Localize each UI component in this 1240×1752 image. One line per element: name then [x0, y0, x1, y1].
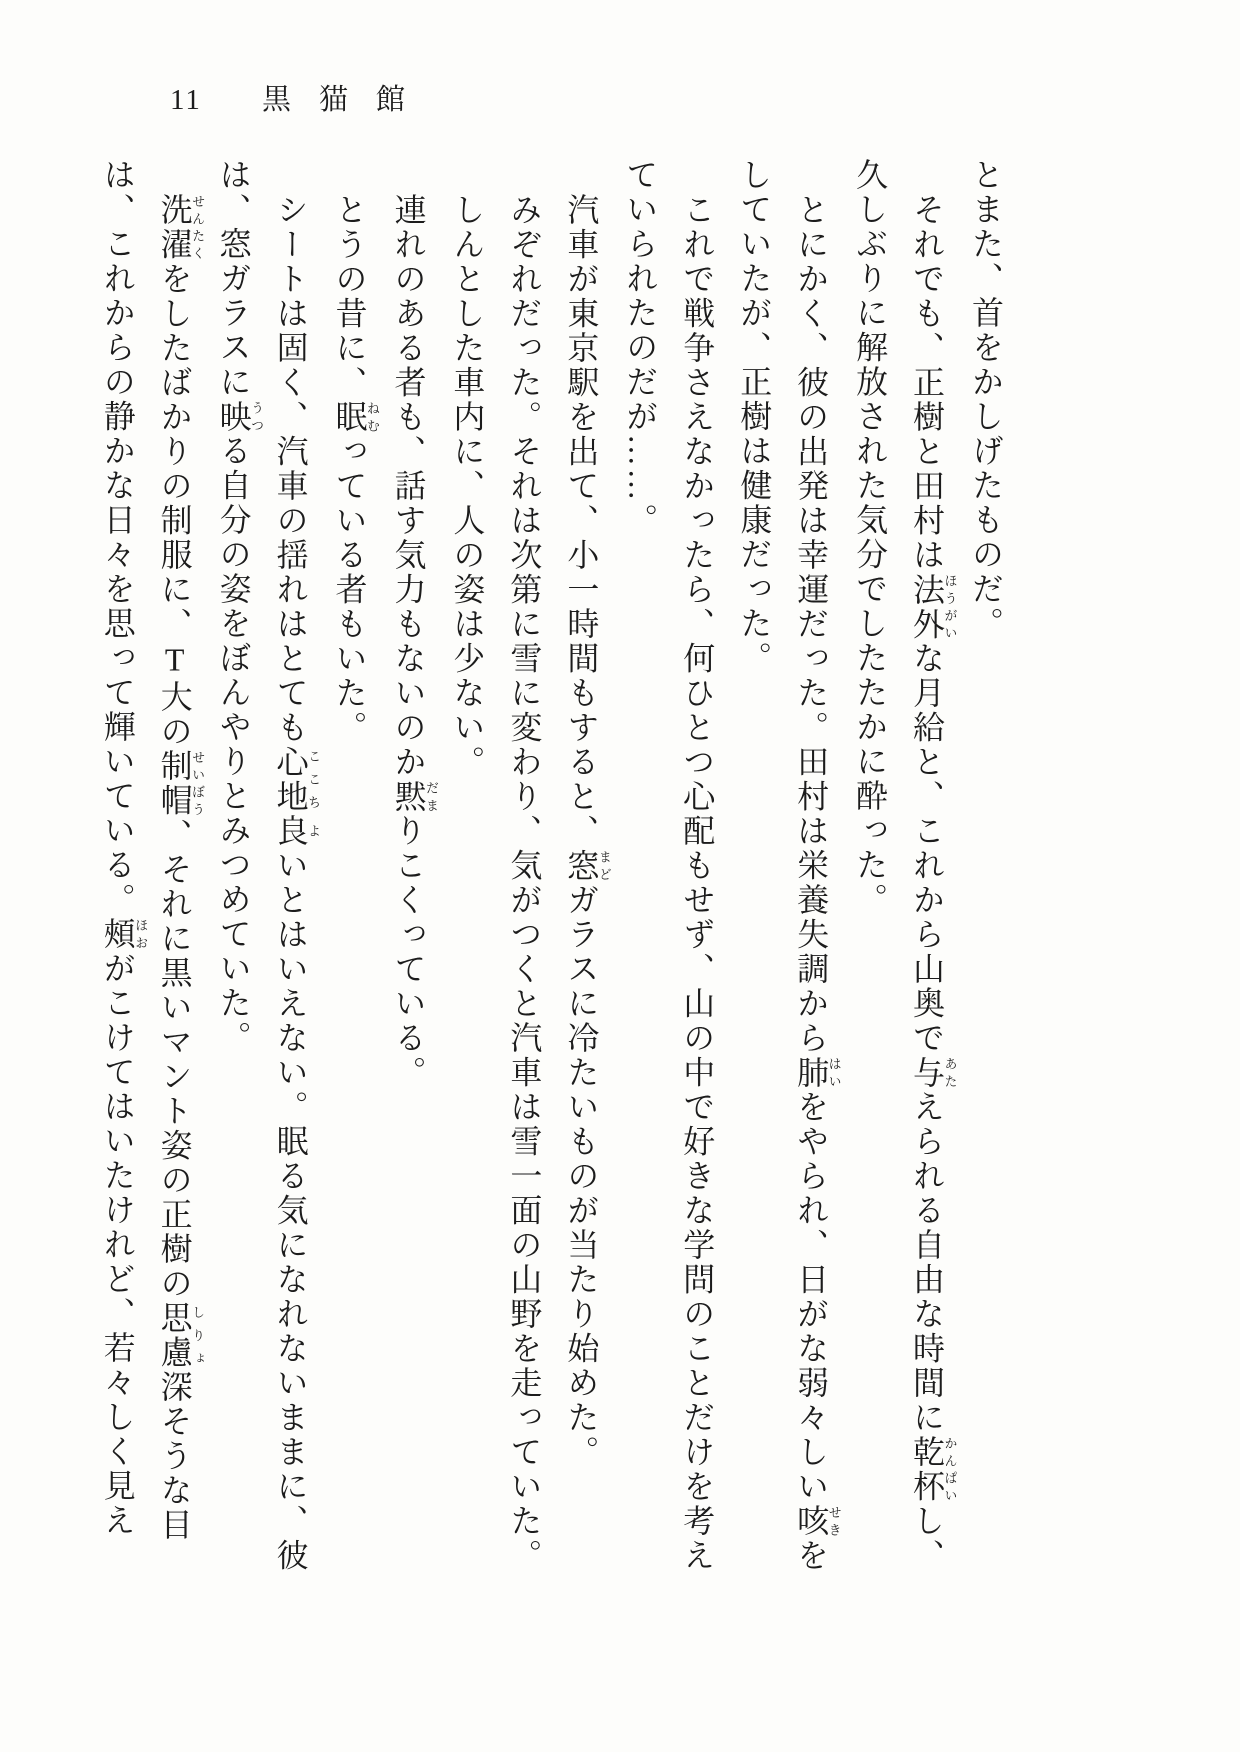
- paragraph-10: シートは固く、汽車の揺れはとても心地ここち良よいとはいえない。眠る気になれないままに、彼は、窓ガラスに映うつる自分の姿をぼんやりとみつめていた。: [215, 158, 322, 1573]
- paragraph-6: みぞれだった。それは次第に雪に変わり、気がつくと汽車は雪一面の山野を走っていた。: [506, 193, 543, 1573]
- running-header: [170, 86, 433, 115]
- body-text: [89, 158, 1014, 1582]
- paragraph-7: しんとした車内に、人の姿は少ない。: [449, 193, 486, 780]
- paragraph-5: 汽車が東京駅を出て、小一時間もすると、窓まどガラスに冷たいものが当たり始めた。: [563, 193, 612, 1470]
- paragraph-3: とにかく、彼の出発は幸運だった。田村は栄養失調から肺はいをやられ、日がな弱々しい咳せきをしていたが、正樹は健康だった。: [736, 158, 842, 1573]
- paragraph-9: とうの昔に、眠ねむっている者もいた。: [331, 193, 381, 745]
- paragraph-1: とまた、首をかしげたものだ。: [968, 158, 1004, 641]
- page-number: 11: [170, 84, 202, 116]
- paragraph-2: それでも、正樹と田村は法外ほうがいな月給と、これから山奥で与あたえられる自由な時間に乾杯かんぱいし、久しぶりに解放された気分でしたたかに酔った。: [852, 158, 958, 1573]
- book-title: 黒猫館: [261, 84, 433, 116]
- paragraph-11: 洗濯せんたくをしたばかりの制服に、T大の制帽せいぼう、それに黒いマント姿の正樹の思慮しりょ深そうな目は、これからの静かな日々を思って輝いている。頰ほおがこけてはいたけれど、若々しく見え: [99, 158, 206, 1543]
- paragraph-4: これで戦争さえなかったら、何ひとつ心配もせず、山の中で好きな学問のことだけを考えていられたのだが……。: [622, 158, 716, 1573]
- paragraph-8: 連れのある者も、話す気力もないのか黙だまりこくっている。: [390, 193, 439, 1090]
